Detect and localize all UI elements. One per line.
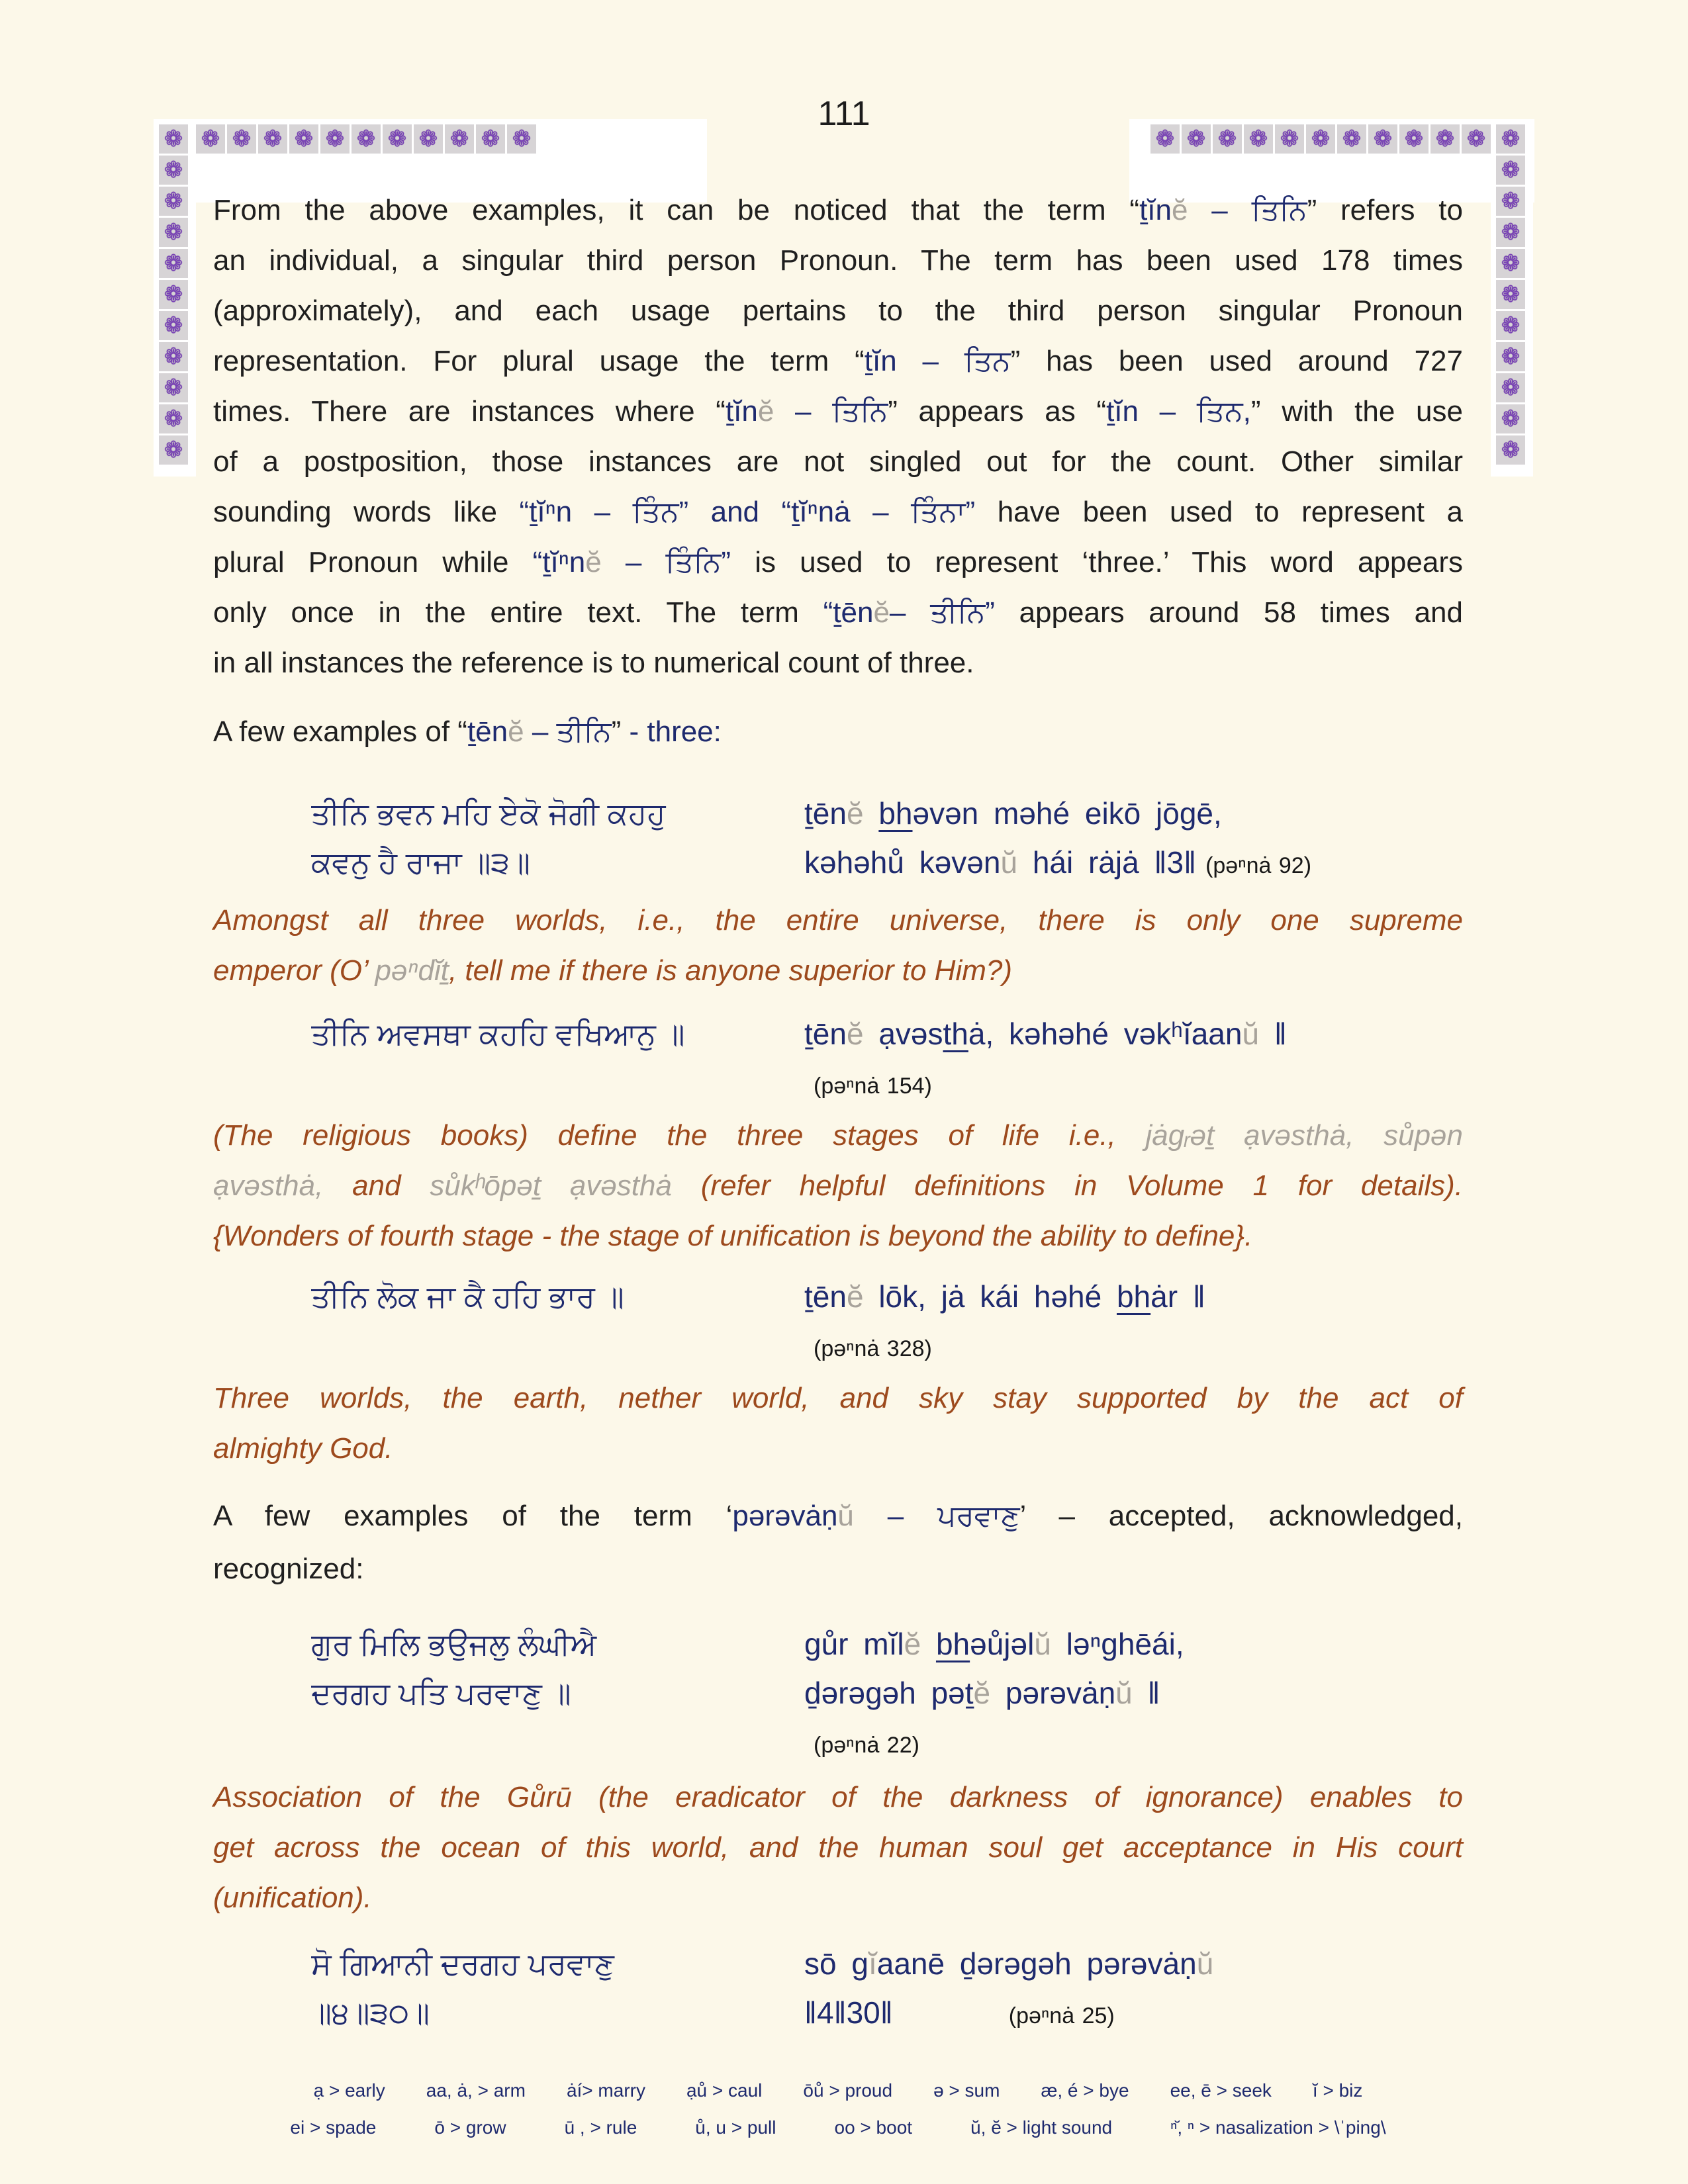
paragraph-line: sounding words like “ṯĭⁿn – ਤਿੰਨ” and “ṯĭⁿnȧ – ਤਿੰਨਾ” have been used to represent a [213, 496, 1463, 528]
transliteration-column [804, 1619, 1463, 1770]
examples-heading-teene [213, 707, 1463, 757]
translation-line: {Wonders of fourth stage - the stage of unification is beyond the ability to define}. [213, 1220, 1253, 1252]
translation-line: Three worlds, the earth, nether world, and sky stay supported by the act of [213, 1382, 1463, 1414]
page-reference-line: (pəⁿnȧ 154) [814, 1073, 932, 1099]
ornament-border-left [159, 124, 188, 465]
translation-line: almighty God. [213, 1432, 393, 1465]
examples-heading-parevanu [213, 1490, 1463, 1596]
gurmukhi-line: ਸੋ ਗਿਆਨੀ ਦਰਗਹ ਪਰਵਾਣੁ [311, 1946, 614, 1981]
ornament-border-right [1496, 124, 1525, 465]
gurmukhi-column [311, 1619, 804, 1770]
key-item: ů, u > pull [695, 2117, 776, 2138]
translation-1 [213, 895, 1463, 996]
flower-icon: ❁ [1496, 124, 1525, 154]
gurmukhi-line: ਤੀਨਿ ਲੋਕ ਜਾ ਕੈ ਹਹਿ ਭਾਰ ॥ [311, 1279, 624, 1314]
flower-icon: ❁ [227, 124, 256, 154]
flower-icon: ❁ [1496, 404, 1525, 433]
key-item: ȧí> marry [566, 2080, 645, 2101]
paragraph-line: of a postposition, those instances are not singled out for the count. Other similar [213, 445, 1463, 478]
transliteration-line: ǁ4ǁ30ǁ (pəⁿnȧ 25) [804, 1995, 1115, 2030]
key-item: ei > spade [290, 2117, 377, 2138]
translation-line: ạvəsthȧ, and sůkʰōpəṯ ạvəsthȧ (refer helpful definitions in Volume 1 for details). [213, 1169, 1463, 1202]
gurmukhi-column [311, 1272, 804, 1373]
gurmukhi-line: ਤੀਨਿ ਅਵਸਥਾ ਕਹਹਿ ਵਖਿਆਨੁ ॥ [311, 1017, 685, 1051]
flower-icon: ❁ [507, 124, 536, 154]
key-item: ŭ, ĕ > light sound [970, 2117, 1113, 2138]
flower-icon: ❁ [352, 124, 381, 154]
flower-icon: ❁ [1399, 124, 1429, 154]
heading-line: A few examples of “ṯēnĕ – ਤੀਨਿ” - three: [213, 715, 722, 748]
gurmukhi-column [311, 1939, 804, 2040]
flower-icon: ❁ [159, 124, 188, 154]
flower-icon: ❁ [159, 342, 188, 371]
transliteration-column [804, 789, 1463, 890]
verse-example-3 [213, 1272, 1463, 1373]
key-item: æ, é > bye [1041, 2080, 1129, 2101]
transliteration-line: sō gĭaanē ḏərəgəh pərəvȧṇŭ [804, 1946, 1214, 1981]
flower-icon: ❁ [289, 124, 318, 154]
key-item: ū , > rule [564, 2117, 637, 2138]
flower-icon: ❁ [1306, 124, 1335, 154]
flower-icon: ❁ [1496, 280, 1525, 309]
pronunciation-key-row-1 [213, 2072, 1463, 2109]
flower-icon: ❁ [159, 187, 188, 216]
paragraph-line: representation. For plural usage the term “ṯĭn – ਤਿਨ” has been used around 727 [213, 345, 1464, 377]
flower-icon: ❁ [159, 435, 188, 465]
flower-icon: ❁ [196, 124, 225, 154]
flower-icon: ❁ [1496, 373, 1525, 402]
flower-icon: ❁ [383, 124, 412, 154]
flower-icon: ❁ [1496, 249, 1525, 278]
flower-icon: ❁ [159, 311, 188, 340]
flower-icon: ❁ [1496, 311, 1525, 340]
pronunciation-key [213, 2072, 1463, 2146]
verse-example-4 [213, 1619, 1463, 1770]
flower-icon: ❁ [1150, 124, 1180, 154]
paragraph-line: only once in the entire text. The term “ṯēnĕ– ਤੀਨਿ” appears around 58 times and [213, 596, 1463, 629]
key-item: aa, ȧ, > arm [426, 2080, 526, 2101]
flower-icon: ❁ [159, 373, 188, 402]
page-reference-line: (pəⁿnȧ 22) [814, 1733, 919, 1758]
translation-line: Amongst all three worlds, i.e., the entire universe, there is only one supreme [213, 904, 1463, 936]
flower-icon: ❁ [159, 156, 188, 185]
key-item: ⁿ̆, ⁿ > nasalization > \ˈping\ [1170, 2117, 1386, 2138]
flower-icon: ❁ [1496, 218, 1525, 247]
paragraph-line: From the above examples, it can be noticed that the term “ṯĭnĕ – ਤਿਨਿ” refers to [213, 194, 1463, 226]
gurmukhi-line: ਤੀਨਿ ਭਵਨ ਮਹਿ ਏਕੋ ਜੋਗੀ ਕਹਹੁ [311, 796, 666, 831]
translation-2 [213, 1111, 1463, 1261]
transliteration-line: ḏərəgəh pəṯĕ pərəvȧṇŭ ǁ [804, 1676, 1160, 1710]
content-column [213, 156, 1463, 2146]
transliteration-line: kəhəhů kəvənŭ hái rȧjȧ ǁ3ǁ (pəⁿnȧ 92) [804, 845, 1312, 880]
paragraph-line: (approximately), and each usage pertains to the third person singular Pronoun [213, 295, 1463, 327]
flower-icon: ❁ [414, 124, 443, 154]
transliteration-column [804, 1272, 1463, 1373]
translation-line: emperor (O’ pəⁿdĭṯ, tell me if there is anyone superior to Him?) [213, 954, 1013, 987]
verse-example-1 [213, 789, 1463, 890]
transliteration-line: ṯēnĕ bhəvən məhé eikō jōgē, [804, 796, 1222, 831]
flower-icon: ❁ [1182, 124, 1211, 154]
paragraph-line: plural Pronoun while “ṯĭⁿnĕ – ਤਿੰਨਿ” is used to represent ‘three.’ This word appears [213, 546, 1463, 578]
key-item: ō > grow [434, 2117, 506, 2138]
translation-4 [213, 1772, 1463, 1923]
translation-line: Association of the Gůrū (the eradicator of the darkness of ignorance) enables to [213, 1781, 1463, 1813]
intro-paragraph [213, 185, 1463, 688]
ornament-border-top-right [1150, 124, 1491, 154]
key-item: ōů > proud [803, 2080, 893, 2101]
flower-icon: ❁ [1462, 124, 1491, 154]
key-item: ə > sum [933, 2080, 1000, 2101]
verse-example-2 [213, 1009, 1463, 1111]
heading-line: recognized: [213, 1553, 364, 1585]
key-item: oo > boot [834, 2117, 913, 2138]
flower-icon: ❁ [159, 404, 188, 433]
translation-line: (The religious books) define the three stages of life i.e., jȧgᵣəṯ ạvəsthȧ, sůpən [213, 1119, 1463, 1152]
verse-example-5 [213, 1939, 1463, 2040]
transliteration-column [804, 1009, 1463, 1111]
page-reference-line: (pəⁿnȧ 328) [814, 1336, 932, 1361]
flower-icon: ❁ [445, 124, 474, 154]
flower-icon: ❁ [1213, 124, 1242, 154]
translation-line: (unification). [213, 1882, 372, 1914]
heading-line: A few examples of the term ‘pərəvȧṇŭ – ਪਰਵਾਣੁ’ – accepted, acknowledged, [213, 1500, 1463, 1532]
gurmukhi-line: ਗੁਰ ਮਿਲਿ ਭਉਜਲੁ ਲੰਘੀਐ [311, 1627, 597, 1661]
flower-icon: ❁ [1496, 342, 1525, 371]
flower-icon: ❁ [1337, 124, 1366, 154]
flower-icon: ❁ [476, 124, 505, 154]
paragraph-line: an individual, a singular third person Pronoun. The term has been used 178 times [213, 244, 1463, 277]
flower-icon: ❁ [1496, 156, 1525, 185]
key-item: ạů > caul [686, 2080, 763, 2101]
key-item: ee, ē > seek [1170, 2080, 1272, 2101]
flower-icon: ❁ [159, 280, 188, 309]
gurmukhi-line: ਕਵਨੁ ਹੈ ਰਾਜਾ ॥੩॥ [311, 845, 530, 880]
paragraph-line: in all instances the reference is to numerical count of three. [213, 647, 974, 679]
flower-icon: ❁ [1496, 187, 1525, 216]
flower-icon: ❁ [1244, 124, 1273, 154]
key-item: ạ > early [313, 2080, 385, 2101]
gurmukhi-column [311, 1009, 804, 1111]
transliteration-line: ṯēnĕ ạvəsthȧ, kəhəhé vəkʰĭaanŭ ǁ [804, 1017, 1287, 1051]
translation-line: get across the ocean of this world, and the human soul get acceptance in His court [213, 1831, 1463, 1864]
ornament-border-top-left [196, 124, 536, 154]
transliteration-line: gůr mĭlĕ bhəůjəlŭ ləⁿghēái, [804, 1627, 1184, 1661]
paragraph-line: times. There are instances where “ṯĭnĕ – ਤਿਨਿ” appears as “ṯĭn – ਤਿਨ,” with the use [213, 395, 1463, 428]
gurmukhi-column [311, 789, 804, 890]
flower-icon: ❁ [159, 249, 188, 278]
gurmukhi-line: ਦਰਗਹ ਪਤਿ ਪਰਵਾਣੁ ॥ [311, 1676, 571, 1710]
translation-3 [213, 1373, 1463, 1474]
gurmukhi-line: ॥੪॥੩੦॥ [311, 1995, 430, 2030]
transliteration-line: ṯēnĕ lōk, jȧ kái həhé bhȧr ǁ [804, 1279, 1205, 1314]
flower-icon: ❁ [1430, 124, 1460, 154]
page-number: 111 [818, 95, 870, 133]
key-item: ĭ > biz [1312, 2080, 1363, 2101]
flower-icon: ❁ [258, 124, 287, 154]
flower-icon: ❁ [320, 124, 350, 154]
flower-icon: ❁ [1368, 124, 1397, 154]
flower-icon: ❁ [159, 218, 188, 247]
flower-icon: ❁ [1275, 124, 1304, 154]
flower-icon: ❁ [1496, 435, 1525, 465]
pronunciation-key-row-2 [213, 2109, 1463, 2146]
transliteration-column [804, 1939, 1463, 2040]
